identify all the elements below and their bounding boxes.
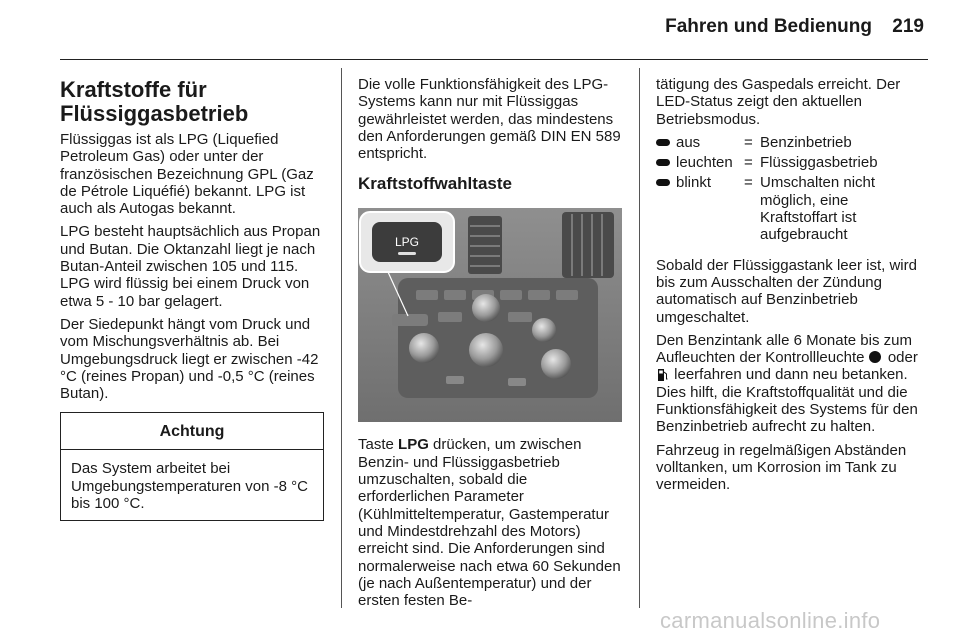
lpg-button-label: LPG bbox=[394, 235, 420, 250]
paragraph-tank-empty: Sobald der Flüssiggastank leer ist, wird bis zum Ausschalten der Zündung automatisch auf Benzinbetrieb umgeschaltet. bbox=[656, 256, 917, 326]
section-heading bbox=[60, 78, 324, 126]
column-3 bbox=[656, 68, 924, 500]
paragraph-lpg-button: Taste LPG drücken, um zwischen Benzin- und Flüssiggasbetrieb umzuschalten, sobald die erforderlichen Parameter (Kühlmitteltemperatur, Gastemperatur und Mindestdrehzahl des Motors) erreicht sind. Die Anforderungen sind normalerweise nach etwa 60 Sekunden (je nach Außentemperatur) und der ersten festen Be- bbox=[358, 436, 621, 610]
paragraph-boiling-point: Der Siedepunkt hängt vom Druck und vom Mischungsverhältnis ab. Bei Umgebungsdruck liegt er zwischen -42 °C (reines Propan) und -0,5 °C (reines Butan). bbox=[60, 315, 319, 403]
watermark: carmanualsonline.info bbox=[660, 608, 881, 633]
warning-lamp-icon bbox=[869, 351, 881, 363]
dashboard-photo bbox=[358, 208, 622, 422]
column-1 bbox=[60, 68, 324, 521]
warning-text: Das System arbeitet bei Umgebungstemperaturen von -8 °C bis 100 °C. bbox=[71, 460, 308, 513]
page-number: 219 bbox=[892, 16, 924, 37]
table-row: leuchten = Flüssiggasbetrieb bbox=[656, 154, 924, 174]
paragraph-full-tank: Fahrzeug in regelmäßigen Abständen volltanken, um Korrosion im Tank zu vermeiden. bbox=[656, 441, 907, 494]
page-header-title: Fahren und Bedienung bbox=[665, 16, 872, 37]
led-icon bbox=[656, 179, 670, 186]
fuel-pump-icon bbox=[658, 368, 668, 381]
table-row: aus = Benzinbetrieb bbox=[656, 134, 924, 154]
header-rule bbox=[60, 59, 928, 60]
table-row: blinkt = Umschalten nicht möglich, eine Kraftstoffart ist aufgebraucht bbox=[656, 174, 924, 246]
paragraph-lpg-standard: Die volle Funktionsfähigkeit des LPG-Systems kann nur mit Flüssiggas gewährleistet werden, das mindestens den Anforderungen gemäß DIN EN 589 entspricht. bbox=[358, 76, 621, 163]
led-status-table bbox=[656, 134, 924, 247]
warning-box bbox=[60, 412, 324, 521]
paragraph-led-status: tätigung des Gaspedals erreicht. Der LED-Status zeigt den aktuellen Betriebsmodus. bbox=[656, 76, 901, 128]
column-divider-2 bbox=[639, 68, 640, 608]
column-divider-1 bbox=[341, 68, 342, 608]
paragraph-lpg-composition: LPG besteht hauptsächlich aus Propan und Butan. Die Oktanzahl liegt je nach Butan-Anteil zwischen 105 und 115. LPG wird flüssig bei einem Druck von etwa 5 - 10 bar gelagert. bbox=[60, 223, 321, 310]
warning-title: Achtung bbox=[61, 413, 323, 450]
subsection-heading: Kraftstoffwahltaste bbox=[358, 174, 512, 194]
led-icon bbox=[656, 159, 670, 166]
paragraph-lpg-definition: Flüssiggas ist als LPG (Liquefied Petroleum Gas) oder unter der französischen Bezeichnung GPL (Gaz de Pétrole Liquéfié) bekannt. LPG ist auch als Autogas bekannt. bbox=[60, 131, 314, 218]
led-icon bbox=[656, 139, 670, 146]
section-heading-line1: Kraftstoffe für bbox=[60, 77, 207, 102]
column-2 bbox=[358, 68, 622, 615]
section-heading-line2: Flüssiggasbetrieb bbox=[60, 101, 249, 126]
paragraph-petrol-tank: Den Benzintank alle 6 Monate bis zum Aufleuchten der Kontrollleuchte oder leerfahren und dann neu betanken. Dies hilft, die Kraftstoffqualität und die Funktionsfähigkeit des Systems für den Benzinbetrieb aufrecht zu halten. bbox=[656, 331, 918, 436]
